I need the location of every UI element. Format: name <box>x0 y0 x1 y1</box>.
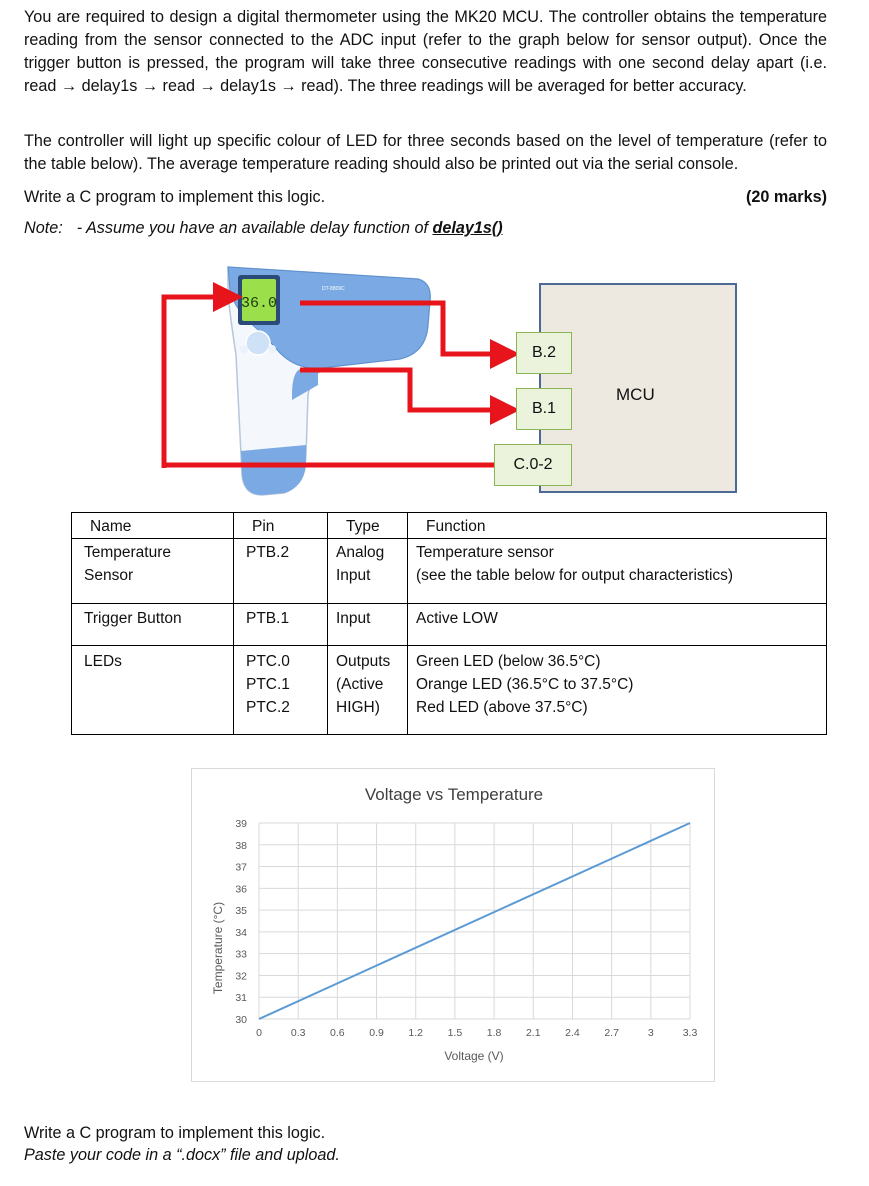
y-tick-label: 33 <box>235 948 247 961</box>
chart-ylabel: Temperature (°C) <box>211 901 225 995</box>
x-tick-label: 2.1 <box>525 1027 541 1039</box>
y-tick-label: 39 <box>235 818 247 830</box>
note-text: - Assume you have an available delay function of <box>76 219 428 237</box>
y-tick-label: 31 <box>235 992 247 1005</box>
y-tick-label: 37 <box>235 861 247 874</box>
note-label: Note: <box>24 219 63 237</box>
header-pin: Pin <box>234 513 328 539</box>
table-row <box>72 646 827 735</box>
x-tick-label: 1.5 <box>447 1027 463 1039</box>
y-tick-label: 36 <box>235 883 247 896</box>
series-line <box>259 823 690 1019</box>
instruction-line <box>24 186 827 209</box>
chart-xlabel: Voltage (V) <box>444 1049 504 1063</box>
question-paragraph-1: You are required to design a digital thermometer using the MK20 MCU. The controller obtains the temperature reading from the sensor connected to the ADC input (refer to the graph below for sensor output). Once the trigger button is pressed, the program will take three consecutive readings with one second delay apart (i.e. read → delay1s → read → delay1s → read). The three readings will be averaged for better accuracy. <box>24 8 827 95</box>
pin-b1: B.1 <box>516 388 572 430</box>
cell-name: LEDs <box>72 646 234 735</box>
table-row <box>72 539 827 604</box>
wire-led <box>164 297 228 468</box>
cell-type: Input <box>328 604 408 646</box>
instruction-text: Write a C program to implement this logic. <box>24 188 326 206</box>
thermometer-reading: 36.0 <box>240 295 278 312</box>
pin-table <box>71 512 827 735</box>
footer-upload: Paste your code in a “.docx” file and upload. <box>24 1146 340 1164</box>
x-tick-label: 0.3 <box>290 1027 306 1039</box>
cell-type: Analog Input <box>328 539 408 604</box>
cell-function: Active LOW <box>408 604 827 646</box>
cell-pin: PTB.2 <box>234 539 328 604</box>
y-tick-label: 38 <box>235 839 247 852</box>
wire-trigger <box>300 370 505 410</box>
cell-name: Trigger Button <box>72 604 234 646</box>
voltage-temperature-chart <box>192 769 714 1081</box>
cell-pin: PTC.0 PTC.1 PTC.2 <box>234 646 328 735</box>
note-line <box>24 217 827 240</box>
mcu-label: MCU <box>616 385 655 404</box>
thermometer-model: DT-8809C <box>322 286 345 292</box>
x-tick-label: 2.4 <box>565 1027 580 1039</box>
x-tick-label: 0.6 <box>330 1027 345 1039</box>
footer-instruction: Write a C program to implement this logic. <box>24 1124 326 1142</box>
header-function: Function <box>408 513 827 539</box>
y-tick-label: 34 <box>235 926 247 939</box>
x-tick-label: 2.7 <box>604 1027 619 1039</box>
chart-x-ticks <box>256 1027 697 1039</box>
y-tick-label: 30 <box>235 1014 247 1026</box>
pin-b2: B.2 <box>516 332 572 374</box>
table-header-row <box>72 513 827 539</box>
x-tick-label: 0.9 <box>369 1027 384 1039</box>
y-tick-label: 32 <box>235 970 247 983</box>
note-function: delay1s() <box>432 219 503 237</box>
diagram-wires <box>0 255 869 505</box>
wiring-diagram <box>0 255 869 505</box>
question-paragraph-2: The controller will light up specific colour of LED for three seconds based on the level of temperature (refer to the table below). The average temperature reading should also be printed out via the serial console. <box>24 132 827 173</box>
pin-c0-2: C.0-2 <box>494 444 572 486</box>
chart-title: Voltage vs Temperature <box>364 785 544 804</box>
cell-function: Green LED (below 36.5°C) Orange LED (36.5°C to 37.5°C) Red LED (above 37.5°C) <box>408 646 827 735</box>
x-tick-label: 1.8 <box>486 1027 502 1039</box>
y-tick-label: 35 <box>235 905 247 918</box>
x-tick-label: 3 <box>647 1027 654 1039</box>
cell-pin: PTB.1 <box>234 604 328 646</box>
x-tick-label: 1.2 <box>408 1027 424 1039</box>
x-tick-label: 0 <box>256 1027 262 1039</box>
chart-container <box>191 768 715 1082</box>
header-name: Name <box>72 513 234 539</box>
table-row <box>72 604 827 646</box>
chart-y-ticks <box>235 818 247 1026</box>
header-type: Type <box>328 513 408 539</box>
chart-series <box>259 823 690 1019</box>
cell-name: Temperature Sensor <box>72 539 234 604</box>
x-tick-label: 3.3 <box>682 1027 698 1039</box>
cell-type: Outputs (Active HIGH) <box>328 646 408 735</box>
cell-function: Temperature sensor (see the table below for output characteristics) <box>408 539 827 604</box>
marks-label: (20 marks) <box>746 188 827 206</box>
